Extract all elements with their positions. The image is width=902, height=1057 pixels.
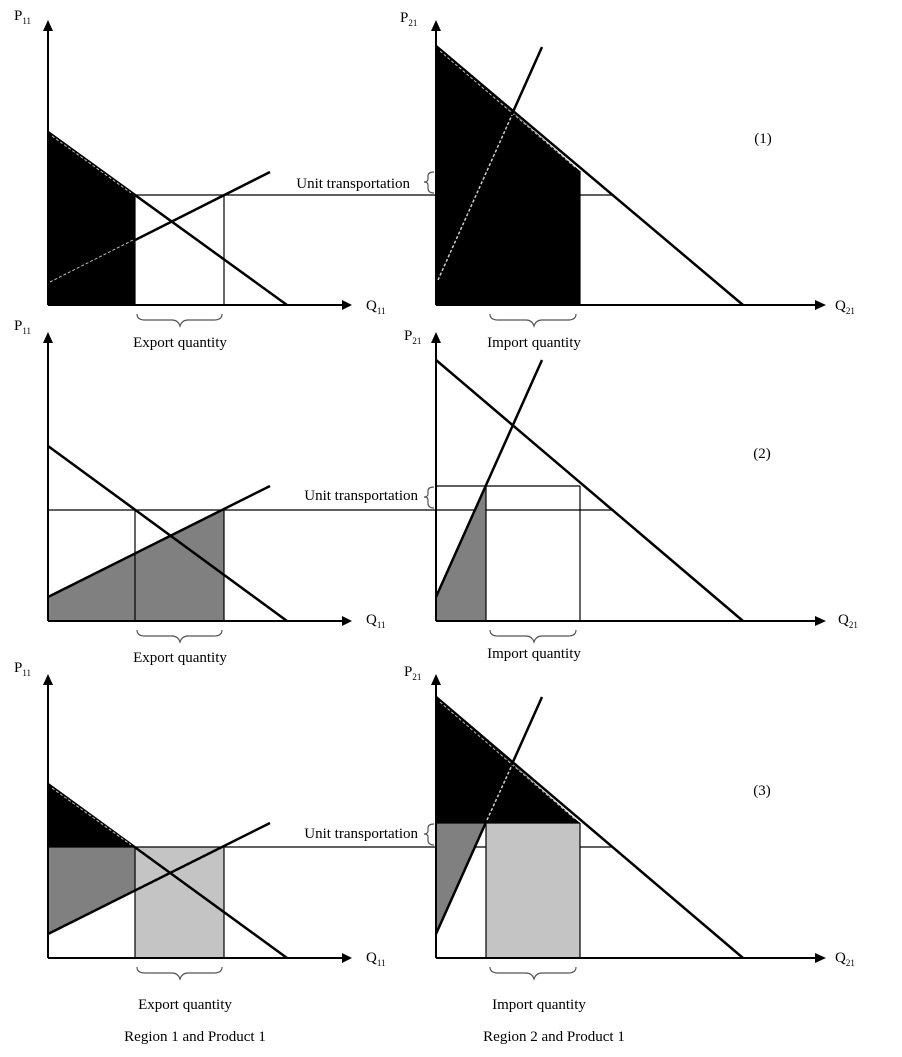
panel-3-export-brace — [137, 967, 222, 979]
panel-3-right-y-label: $P_{21}$ — [404, 664, 422, 682]
panel-2-transport-label: Unit transportation — [304, 488, 418, 504]
panel-3-import-brace — [490, 967, 576, 979]
panel-3-transport-brace — [424, 824, 434, 845]
panel-1-number: (1) — [754, 131, 772, 147]
panel-1 — [14, 8, 855, 351]
panel-2-region2-y-arrow — [431, 332, 441, 343]
panel-2-region1-medium-area — [48, 510, 224, 621]
panel-1-region1-y-arrow — [43, 20, 53, 31]
panel-1-right-x-label: $Q_{21}$ — [835, 298, 855, 316]
panel-2-right-x-label: $Q_{21}$ — [838, 612, 858, 630]
panel-1-import-brace — [490, 314, 576, 326]
panel-1-region1-x-arrow — [342, 300, 352, 310]
panel-2 — [14, 318, 858, 666]
panel-1-right-y-label: $P_{21}$ — [400, 10, 418, 28]
panel-2-number: (2) — [753, 446, 771, 462]
panel-3-left-x-label: $Q_{11}$ — [366, 950, 386, 968]
panel-1-left-x-label: $Q_{11}$ — [366, 298, 386, 316]
panel-1-region2-dark-area — [436, 46, 580, 305]
panel-3-transport-label: Unit transportation — [304, 826, 418, 842]
panel-2-export-brace — [137, 630, 222, 642]
panel-3-right-x-label: $Q_{21}$ — [835, 950, 855, 968]
panel-2-transport-brace — [424, 487, 434, 508]
panel-3 — [14, 660, 855, 1013]
panel-3-region1-y-arrow — [43, 674, 53, 685]
panel-2-region2-x-arrow — [815, 616, 826, 626]
panel-3-region1-medium-area — [48, 847, 135, 934]
panel-1-region1-dark-area — [48, 132, 135, 305]
panel-2-region2-supply-curve — [436, 360, 542, 597]
panel-2-right-y-label: $P_{21}$ — [404, 328, 422, 346]
panel-3-export-label: Export quantity — [138, 997, 232, 1013]
panel-2-import-brace — [490, 630, 576, 642]
panel-1-import-label: Import quantity — [487, 335, 581, 351]
panel-3-region2-x-arrow — [815, 953, 826, 963]
panel-1-transport-brace — [424, 172, 434, 193]
panel-1-export-brace — [137, 314, 222, 326]
panel-1-transport-label: Unit transportation — [296, 176, 410, 192]
panel-2-export-label: Export quantity — [133, 650, 227, 666]
panel-2-region1-x-arrow — [342, 616, 352, 626]
panel-3-region1-x-arrow — [342, 953, 352, 963]
panel-2-region1-y-arrow — [43, 332, 53, 343]
caption-region-1: Region 1 and Product 1 — [124, 1029, 266, 1045]
panel-1-region2-y-arrow — [431, 20, 441, 31]
panel-3-import-label: Import quantity — [492, 997, 586, 1013]
panel-3-left-y-label: $P_{11}$ — [14, 660, 32, 678]
panel-3-number: (3) — [753, 783, 771, 799]
panel-1-export-label: Export quantity — [133, 335, 227, 351]
panel-1-left-y-label: $P_{11}$ — [14, 8, 32, 26]
caption-region-2: Region 2 and Product 1 — [483, 1029, 625, 1045]
panel-3-region2-light-area — [486, 823, 580, 958]
panel-1-region2-x-arrow — [815, 300, 826, 310]
panel-3-region2-y-arrow — [431, 674, 441, 685]
panel-2-region2-medium-area — [436, 486, 486, 621]
panel-2-import-label: Import quantity — [487, 646, 581, 662]
panel-2-left-y-label: $P_{11}$ — [14, 318, 32, 336]
panel-2-left-x-label: $Q_{11}$ — [366, 612, 386, 630]
